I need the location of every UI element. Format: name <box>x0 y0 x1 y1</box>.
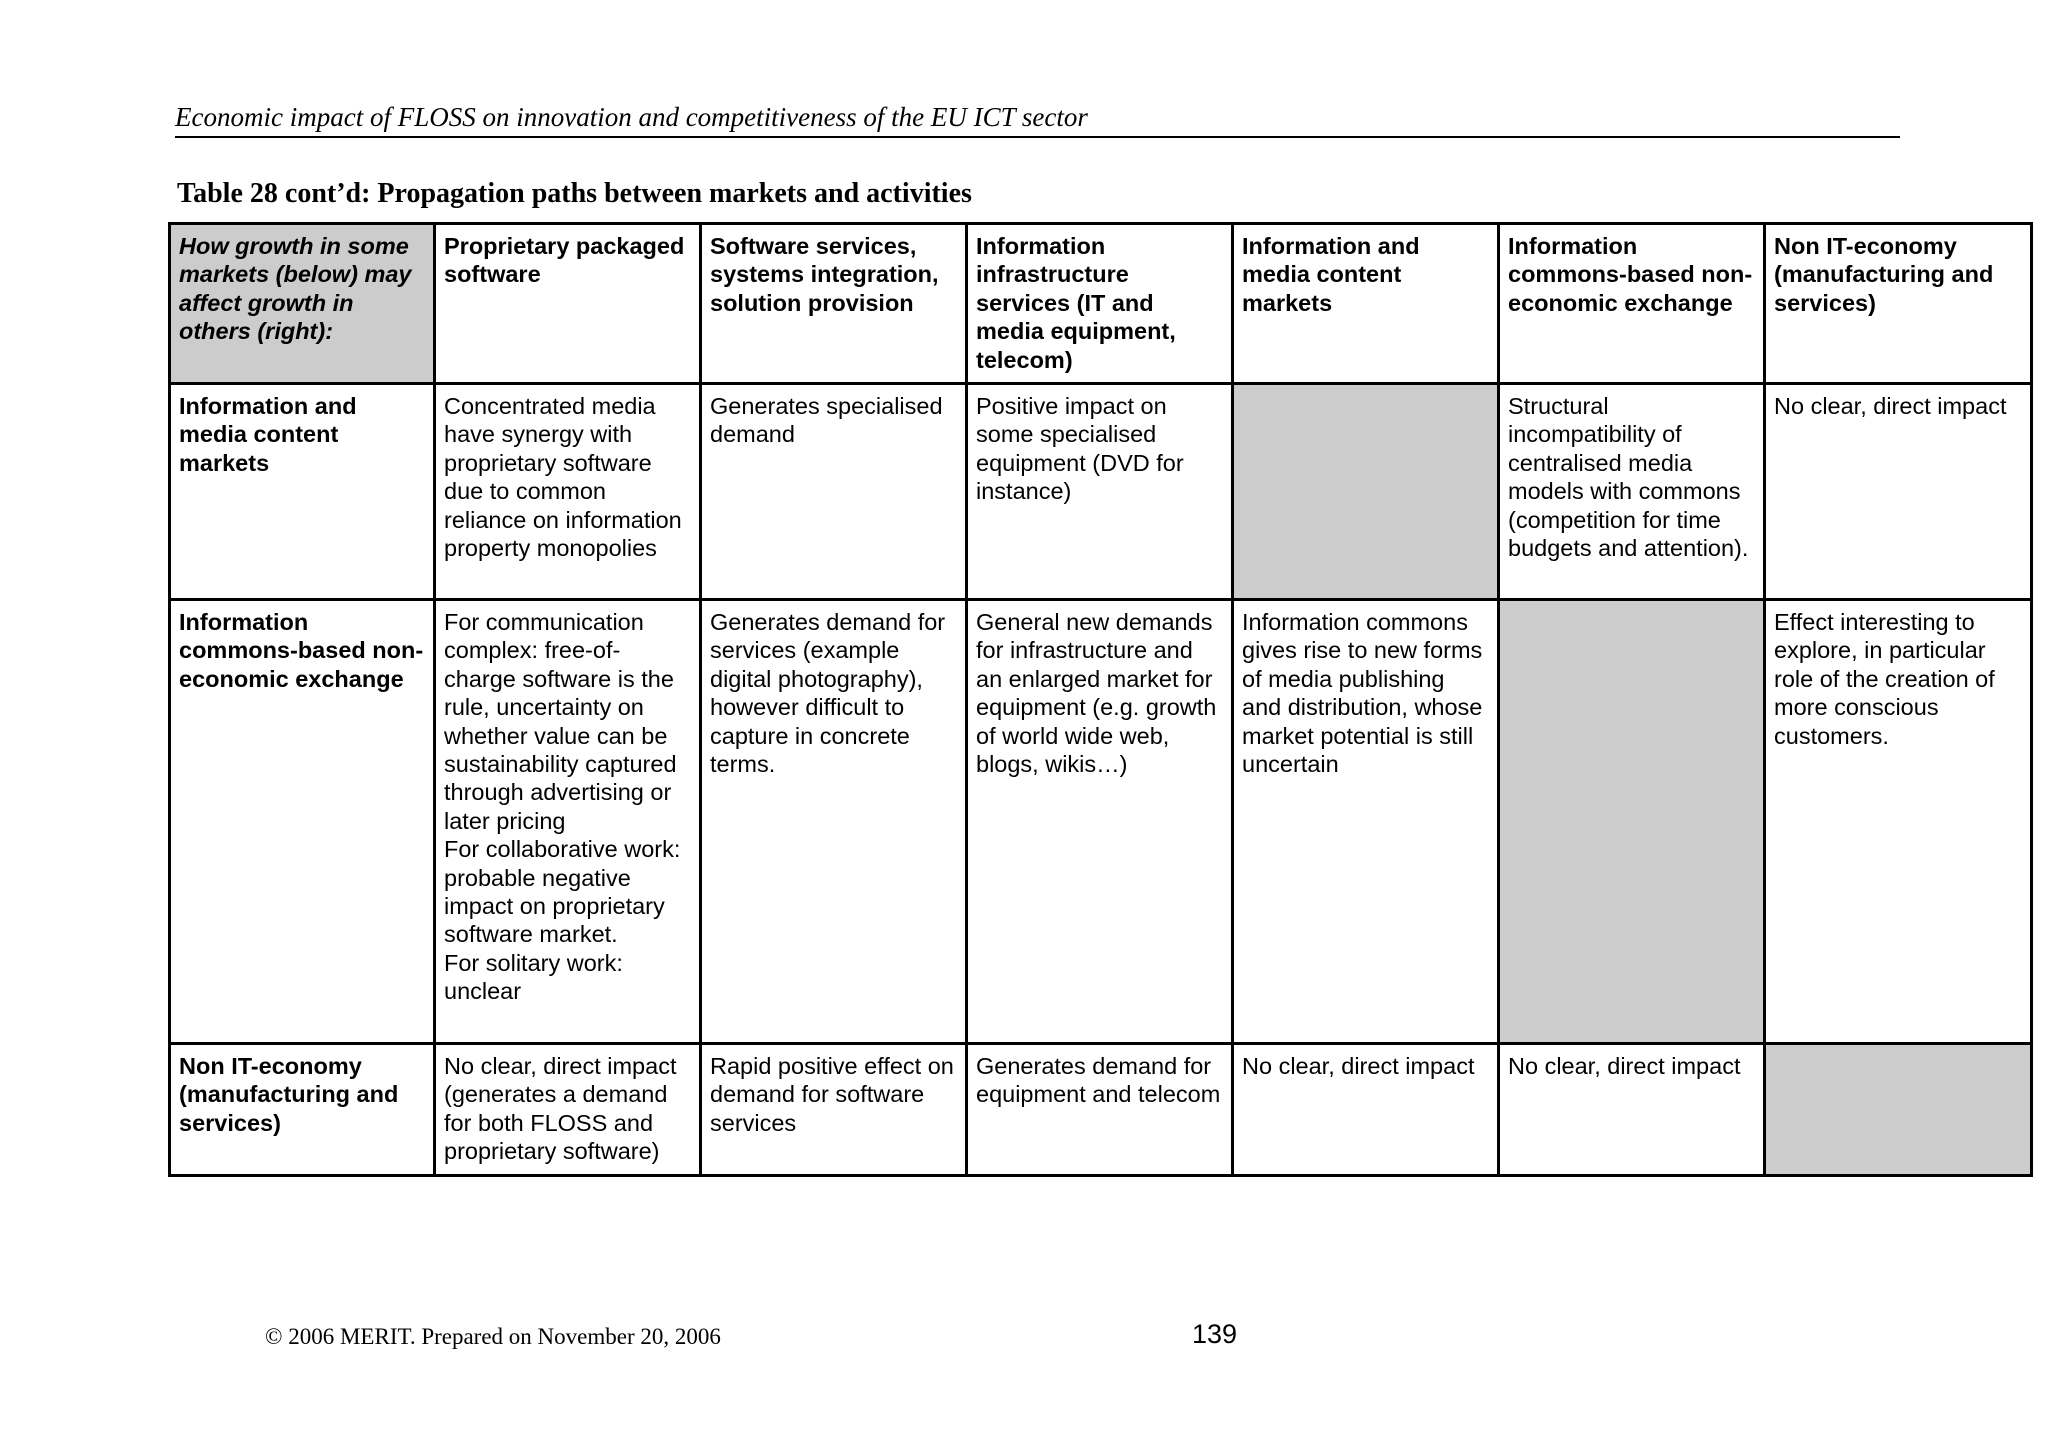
cell-text: Generates demand for services (example digital photography), however difficult to capture in concrete terms. <box>710 609 946 778</box>
table-row <box>170 384 2032 600</box>
table-cell <box>435 600 701 1044</box>
cell-text: General new demands for infrastructure and an enlarged market for equipment (e.g. growth of world wide web, blogs, wikis…) <box>976 609 1217 778</box>
footer-copyright: © 2006 MERIT. Prepared on November 20, 2006 <box>265 1324 721 1349</box>
cell-text: No clear, direct impact (generates a demand for both FLOSS and proprietary software) <box>444 1053 677 1165</box>
table-cell <box>435 1044 701 1176</box>
cell-text: No clear, direct impact <box>1242 1053 1475 1079</box>
column-header-text: Information infrastructure services (IT and media equipment, telecom) <box>976 233 1176 373</box>
table-cell-shaded <box>1765 1044 2032 1176</box>
table-cell-shaded <box>1499 600 1765 1044</box>
column-header <box>967 224 1233 384</box>
table-caption: Table 28 cont’d: Propagation paths between markets and activities <box>177 178 972 209</box>
column-header <box>1233 224 1499 384</box>
table-cell <box>701 600 967 1044</box>
table-corner-label <box>170 224 435 384</box>
cell-text: For communication complex: free-of-charge software is the rule, uncertainty on whether value can be sustainability captured through advertising or later pricing For collaborative work: probable negative impact on proprietary software market. For solitary work: unclear <box>444 609 681 1005</box>
column-header <box>435 224 701 384</box>
table-cell <box>967 600 1233 1044</box>
cell-text: No clear, direct impact <box>1774 393 2007 419</box>
table-header-row <box>170 224 2032 384</box>
table-cell <box>1233 1044 1499 1176</box>
row-header <box>170 384 435 600</box>
column-header-text: Information commons-based non-economic exchange <box>1508 233 1753 316</box>
cell-text: Generates demand for equipment and telecom <box>976 1053 1221 1108</box>
cell-text: No clear, direct impact <box>1508 1053 1741 1079</box>
row-header-text: Information and media content markets <box>179 393 357 476</box>
column-header-text: Information and media content markets <box>1242 233 1420 316</box>
corner-label-text: How growth in some markets (below) may affect growth in others (right): <box>179 233 412 345</box>
table-cell <box>1499 384 1765 600</box>
table-cell <box>1765 600 2032 1044</box>
table-cell <box>1765 384 2032 600</box>
cell-text: Rapid positive effect on demand for software services <box>710 1053 954 1136</box>
table-cell <box>435 384 701 600</box>
row-header-text: Non IT-economy (manufacturing and services) <box>179 1053 399 1136</box>
table-cell <box>701 384 967 600</box>
page-number: 139 <box>1192 1319 1238 1349</box>
column-header <box>701 224 967 384</box>
cell-text: Generates specialised demand <box>710 393 943 448</box>
table-row <box>170 600 2032 1044</box>
cell-text: Positive impact on some specialised equipment (DVD for instance) <box>976 393 1184 505</box>
table-cell <box>1233 600 1499 1044</box>
column-header <box>1499 224 1765 384</box>
table-cell-shaded <box>1233 384 1499 600</box>
table-cell <box>967 384 1233 600</box>
table-cell <box>701 1044 967 1176</box>
cell-text: Concentrated media have synergy with proprietary software due to common reliance on information property monopolies <box>444 393 682 562</box>
row-header <box>170 600 435 1044</box>
row-header-text: Information commons-based non-economic exchange <box>179 609 424 692</box>
column-header-text: Software services, systems integration, solution provision <box>710 233 939 316</box>
running-header: Economic impact of FLOSS on innovation and competitiveness of the EU ICT sector <box>175 98 1900 138</box>
cell-text: Information commons gives rise to new forms of media publishing and distribution, whose market potential is still uncertain <box>1242 609 1483 778</box>
cell-text: Effect interesting to explore, in particular role of the creation of more conscious customers. <box>1774 609 1995 749</box>
propagation-paths-table <box>168 222 2033 1177</box>
table-cell <box>967 1044 1233 1176</box>
column-header-text: Non IT-economy (manufacturing and services) <box>1774 233 1994 316</box>
cell-text: Structural incompatibility of centralised media models with commons (competition for time budgets and attention). <box>1508 393 1749 562</box>
column-header-text: Proprietary packaged software <box>444 233 685 288</box>
row-header <box>170 1044 435 1176</box>
table-cell <box>1499 1044 1765 1176</box>
column-header <box>1765 224 2032 384</box>
table-row <box>170 1044 2032 1176</box>
